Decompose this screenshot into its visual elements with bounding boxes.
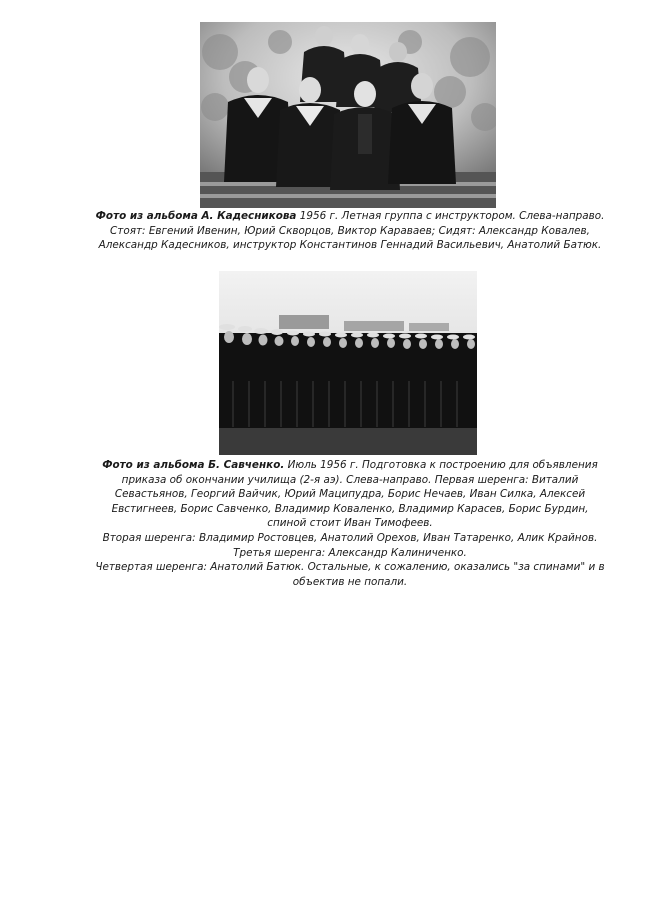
caption-source: Фото из альбома Б. Савченко.	[102, 459, 285, 471]
caption-line: Александр Кадесников, инструктор Константинов Геннадий Васильевич, Анатолий Батюк.	[98, 239, 602, 252]
caption-line: Севастьянов, Георгий Вайчик, Юрий Маципудра, Борис Нечаев, Иван Силка, Алексей	[114, 488, 586, 501]
caption-line: Евстигнеев, Борис Савченко, Владимир Коваленко, Владимир Карасев, Борис Бурдин,	[111, 502, 589, 515]
caption-line: объектив не попали.	[292, 575, 408, 588]
photo-flight-group-image	[200, 22, 496, 208]
photo-flight-group	[200, 22, 496, 208]
caption-line	[60, 209, 640, 224]
caption-line: Вторая шеренга: Владимир Ростовцев, Анатолий Орехов, Иван Татаренко, Алик Крайнов.	[102, 531, 598, 544]
caption-line: Третья шеренга: Александр Калиниченко.	[233, 546, 467, 559]
photo-formation-image	[219, 271, 477, 455]
caption-line	[60, 458, 640, 473]
photo-formation-caption	[60, 458, 640, 589]
caption-line: Стоят: Евгений Ивенин, Юрий Скворцов, Виктор Караваев; Сидят: Александр Ковалев,	[110, 224, 590, 237]
caption-source: Фото из альбома А. Кадесникова	[95, 210, 297, 222]
photo-formation	[219, 271, 477, 455]
caption-line: спиной стоит Иван Тимофеев.	[267, 517, 433, 530]
caption-line: Четвертая шеренга: Анатолий Батюк. Остальные, к сожалению, оказались "за спинами" и в	[95, 561, 605, 574]
caption-line: приказа об окончании училища (2-я аэ). Слева-направо. Первая шеренга: Виталий	[121, 473, 579, 486]
caption-text: Июль 1956 г. Подготовка к построению для объявления	[284, 459, 598, 471]
caption-text: 1956 г. Летная группа с инструктором. Слева-направо.	[296, 210, 605, 222]
photo-flight-group-caption	[60, 209, 640, 253]
